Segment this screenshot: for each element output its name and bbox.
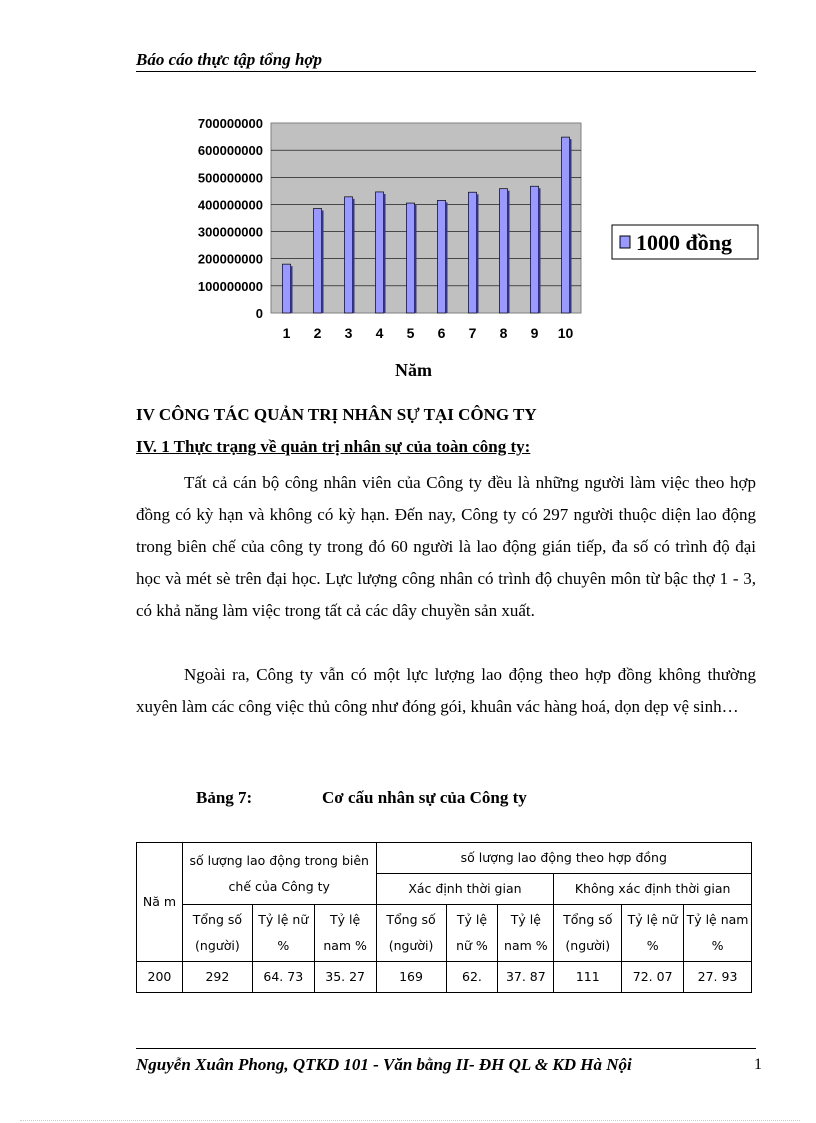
col-header-male: Tỷ lệ nam % <box>684 905 752 962</box>
x-tick-label: 5 <box>406 325 415 341</box>
table-caption-label: Bảng 7: <box>196 788 253 807</box>
cell-male-unfixed: 27. 93 <box>684 962 752 993</box>
legend <box>612 225 758 259</box>
x-tick-label: 4 <box>375 325 384 341</box>
section-heading: IV CÔNG TÁC QUẢN TRỊ NHÂN SỰ TẠI CÔNG TY <box>136 405 537 424</box>
col-header-total: Tổng số (người) <box>554 905 622 962</box>
x-tick-label: 1 <box>282 325 291 341</box>
cell-total-permanent: 292 <box>182 962 252 993</box>
table-row <box>137 962 752 993</box>
y-tick-label: 600000000 <box>197 143 263 159</box>
y-tick-label: 700000000 <box>197 116 263 131</box>
cell-female-unfixed: 72. 07 <box>622 962 684 993</box>
year-header: Nă m <box>137 843 183 962</box>
y-tick-label: 100000000 <box>197 278 263 294</box>
legend-swatch <box>620 236 630 248</box>
header-title: Báo cáo thực tập tổng hợp <box>136 50 323 69</box>
cell-female-fixed: 62. <box>446 962 498 993</box>
cell-year: 200 <box>137 962 183 993</box>
bar <box>500 189 510 313</box>
x-tick-label: 8 <box>499 325 508 341</box>
y-tick-label: 0 <box>255 306 263 321</box>
x-tick-label: 9 <box>530 325 539 341</box>
paragraph-contract-labor: Ngoài ra, Công ty vẫn có một lực lượng lao động theo hợp đồng không thường xuyên làm các công việc thủ công như đóng gói, khuân vác hàng hoá, dọn dẹp vệ sinh… <box>136 665 756 716</box>
bar <box>438 200 448 313</box>
col-header-male: Tỷ lệ nam % <box>314 905 376 962</box>
paragraph-staff-overview: Tất cả cán bộ công nhân viên của Công ty đều là những người làm việc theo hợp đồng có kỳ hạn và không có kỳ hạn. Đến nay, Công ty có 297 người thuộc diện lao động trong biên chế của công ty trong đó 60 người là lao động gián tiếp, đa số có trình độ đại học và mét sè trên đại học. Lực lượng công nhân có trình độ chuyên môn từ bậc thợ 1 - 3, có khả năng làm việc trong tất cả các dây chuyền sản xuất. <box>136 473 756 620</box>
page-border <box>20 1120 800 1121</box>
y-tick-label: 300000000 <box>197 224 263 240</box>
x-tick-label: 7 <box>468 325 477 341</box>
cell-male-fixed: 37. 87 <box>498 962 554 993</box>
cell-total-fixed: 169 <box>376 962 446 993</box>
cell-total-unfixed: 111 <box>554 962 622 993</box>
bar <box>345 197 355 313</box>
col-header-total: Tổng số (người) <box>376 905 446 962</box>
bar <box>469 192 479 313</box>
col-header-female: Tỷ lệ nữ % <box>252 905 314 962</box>
bar <box>376 192 386 313</box>
col-header-female: Tỷ lệ nữ % <box>622 905 684 962</box>
unfixed-term-header: Không xác định thời gian <box>554 874 752 905</box>
bar <box>407 203 417 313</box>
col-header-total: Tổng số (người) <box>182 905 252 962</box>
x-tick-label: 3 <box>344 325 353 341</box>
chart-x-axis-title: Năm <box>395 360 432 380</box>
x-tick-label: 10 <box>557 325 574 341</box>
y-tick-label: 400000000 <box>197 197 263 213</box>
bar <box>562 137 572 313</box>
cell-male-permanent: 35. 27 <box>314 962 376 993</box>
col-header-male: Tỷ lệ nam % <box>498 905 554 962</box>
fixed-term-header: Xác định thời gian <box>376 874 554 905</box>
legend-label: 1000 đồng <box>636 230 732 255</box>
page-footer <box>136 1048 756 1075</box>
bar <box>314 209 324 314</box>
footer-author: Nguyễn Xuân Phong, QTKD 101 - Văn bằng II- ĐH QL & KD Hà Nội <box>136 1055 632 1074</box>
sub-heading: IV. 1 Thực trạng về quản trị nhân sự của toàn công ty: <box>136 437 531 456</box>
y-tick-label: 200000000 <box>197 251 263 267</box>
x-tick-label: 2 <box>313 325 322 341</box>
page-number: 1 <box>754 1056 762 1073</box>
revenue-bar-chart <box>130 105 770 345</box>
x-tick-label: 6 <box>437 325 446 341</box>
y-tick-label: 500000000 <box>197 170 263 186</box>
page-header <box>136 50 756 72</box>
staff-structure-table <box>136 842 752 993</box>
cell-female-permanent: 64. 73 <box>252 962 314 993</box>
permanent-staff-header: số lượng lao động trong biên chế của Công ty <box>182 843 376 905</box>
col-header-female: Tỷ lệ nữ % <box>446 905 498 962</box>
bar <box>531 186 541 313</box>
contract-staff-header: số lượng lao động theo hợp đồng <box>376 843 751 874</box>
table-caption-title: Cơ cấu nhân sự của Công ty <box>322 788 527 807</box>
bar <box>283 264 293 313</box>
